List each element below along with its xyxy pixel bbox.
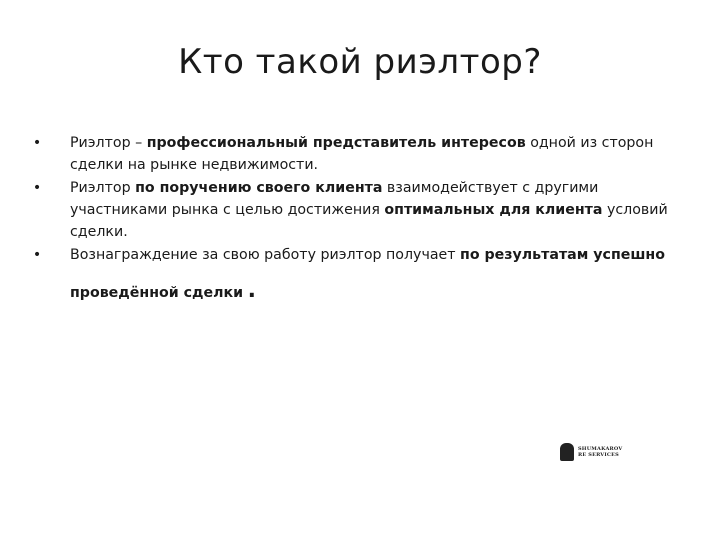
logo-mark-icon bbox=[560, 443, 574, 461]
bullet-text: взаимодействует с другими участниками рынка с целью достижения bbox=[70, 180, 599, 218]
bullet-text: одной из сторон сделки на рынке недвижимости. bbox=[70, 135, 654, 173]
bullet-text: Вознаграждение за свою работу риэлтор получает bbox=[70, 247, 461, 263]
bullet-text: Риэлтор – bbox=[70, 135, 147, 151]
bullet-bold-text: по поручению своего клиента bbox=[135, 180, 383, 196]
bullet-dot-icon: • bbox=[32, 247, 42, 263]
bullet-item bbox=[30, 132, 670, 176]
bullet-item bbox=[30, 244, 670, 304]
bullet-bold-text: проведённой сделки bbox=[70, 285, 244, 301]
bullet-item bbox=[30, 177, 670, 243]
bullet-text: условий сделки. bbox=[70, 202, 668, 240]
bullet-dot-icon: • bbox=[32, 135, 42, 151]
logo-text bbox=[578, 446, 622, 458]
company-logo bbox=[560, 440, 630, 464]
logo-line-2: RE SERVICES bbox=[578, 452, 619, 458]
bullet-bold-text: по результатам успешно bbox=[460, 247, 665, 263]
bullet-dot-icon: • bbox=[32, 180, 42, 196]
bullet-list bbox=[30, 132, 670, 305]
bullet-bold-text: оптимальных для клиента bbox=[384, 202, 603, 218]
logo-line-1: SHUMAKAROV bbox=[578, 446, 623, 452]
bullet-bold-text: профессиональный представитель интересов bbox=[146, 135, 526, 151]
bullet-period: . bbox=[247, 278, 256, 303]
bullet-text: Риэлтор bbox=[70, 180, 136, 196]
slide-title: Кто такой риэлтор? bbox=[178, 42, 542, 82]
